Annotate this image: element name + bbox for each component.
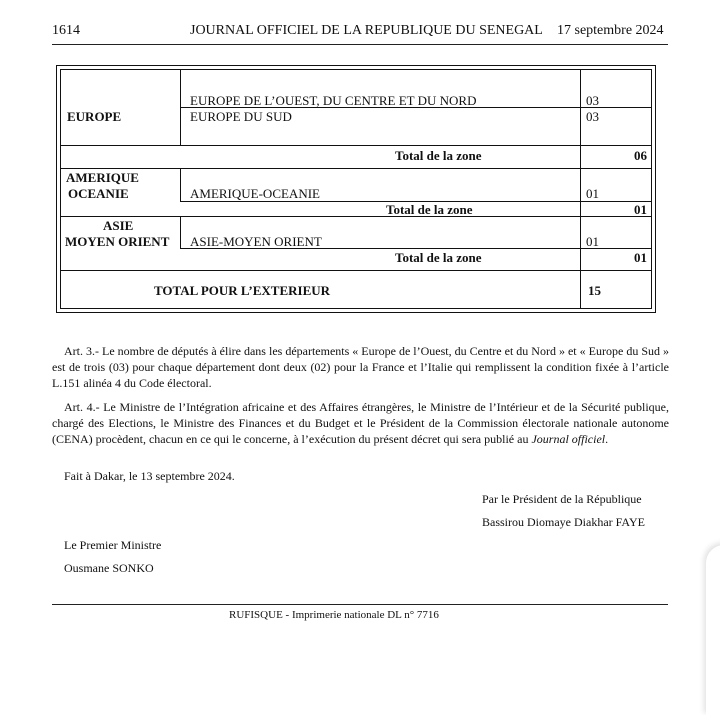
row-divider [60,145,652,146]
page-number: 1614 [52,23,80,38]
header-rule [52,44,668,45]
footer-rule [52,604,668,605]
zone-total-value: 01 [634,250,647,265]
count-cell: 03 [586,93,599,108]
zone-total-label: Total de la zone [386,202,473,217]
article-4 [52,399,669,447]
zone-amerique: AMERIQUE [66,170,139,185]
zone-total-value: 06 [634,148,647,163]
article-3-text: Art. 3.- Le nombre de députés à élire dans les départements « Europe de l’Ouest, du Centre et du Nord » et « Europe du Sud » est de trois (03) pour chaque département dont deux (02) pour la France et l’Italie qui remplissent la condition fixée à l’article L.151 alinéa 4 du Code électoral. [52,344,669,390]
count-cell: 01 [586,234,599,249]
zone-oceanie: OCEANIE [68,186,129,201]
by-president: Par le Président de la République [482,492,642,506]
zone-asie: ASIE [103,218,134,233]
article-4-text [52,399,669,447]
zone-total-label: Total de la zone [395,250,482,265]
zone-europe: EUROPE [67,109,122,124]
zone-total-value: 01 [634,202,647,217]
article-3 [52,343,669,391]
page-edge-shadow [706,545,720,715]
article-4-main: Art. 4.- Le Ministre de l’Intégration africaine et des Affaires étrangères, le Ministre de l’Intérieur et de la Sécurité publique, chargé des Elections, le Ministre des Finances et du Budget et le Président de la Commission électorale nationale autonome (CENA) procèdent, chacun en ce qui le concerne, à l’exécution du présent décret qui sera publié au [52,400,669,446]
col-divider-count [580,69,581,309]
journal-officiel-ref: Journal officiel [531,432,606,446]
department-cell: EUROPE DE L’OUEST, DU CENTRE ET DU NORD [190,93,477,108]
department-cell: ASIE-MOYEN ORIENT [190,234,322,249]
count-cell: 03 [586,109,599,124]
count-cell: 01 [586,186,599,201]
row-divider [60,168,652,169]
zone-total-label: Total de la zone [395,148,482,163]
row-divider [60,216,652,217]
pm-title: Le Premier Ministre [64,538,162,552]
done-at: Fait à Dakar, le 13 septembre 2024. [64,469,235,483]
pm-name: Ousmane SONKO [64,561,154,575]
article-4-end: . [605,432,609,446]
journal-title: JOURNAL OFFICIEL DE LA REPUBLIQUE DU SENEGAL [190,23,543,38]
col-divider-zone [180,216,181,249]
grand-total-value: 15 [588,283,601,298]
department-cell: AMERIQUE-OCEANIE [190,186,320,201]
printer-line: RUFISQUE - Imprimerie nationale DL n° 7716 [229,609,439,621]
issue-date: 17 septembre 2024 [557,23,664,38]
president-name: Bassirou Diomaye Diakhar FAYE [482,515,645,529]
department-cell: EUROPE DU SUD [190,109,292,124]
row-divider [60,270,652,271]
grand-total-label: TOTAL POUR L’EXTERIEUR [154,283,331,298]
col-divider-zone [180,168,181,201]
zone-moyen-orient: MOYEN ORIENT [65,234,170,249]
